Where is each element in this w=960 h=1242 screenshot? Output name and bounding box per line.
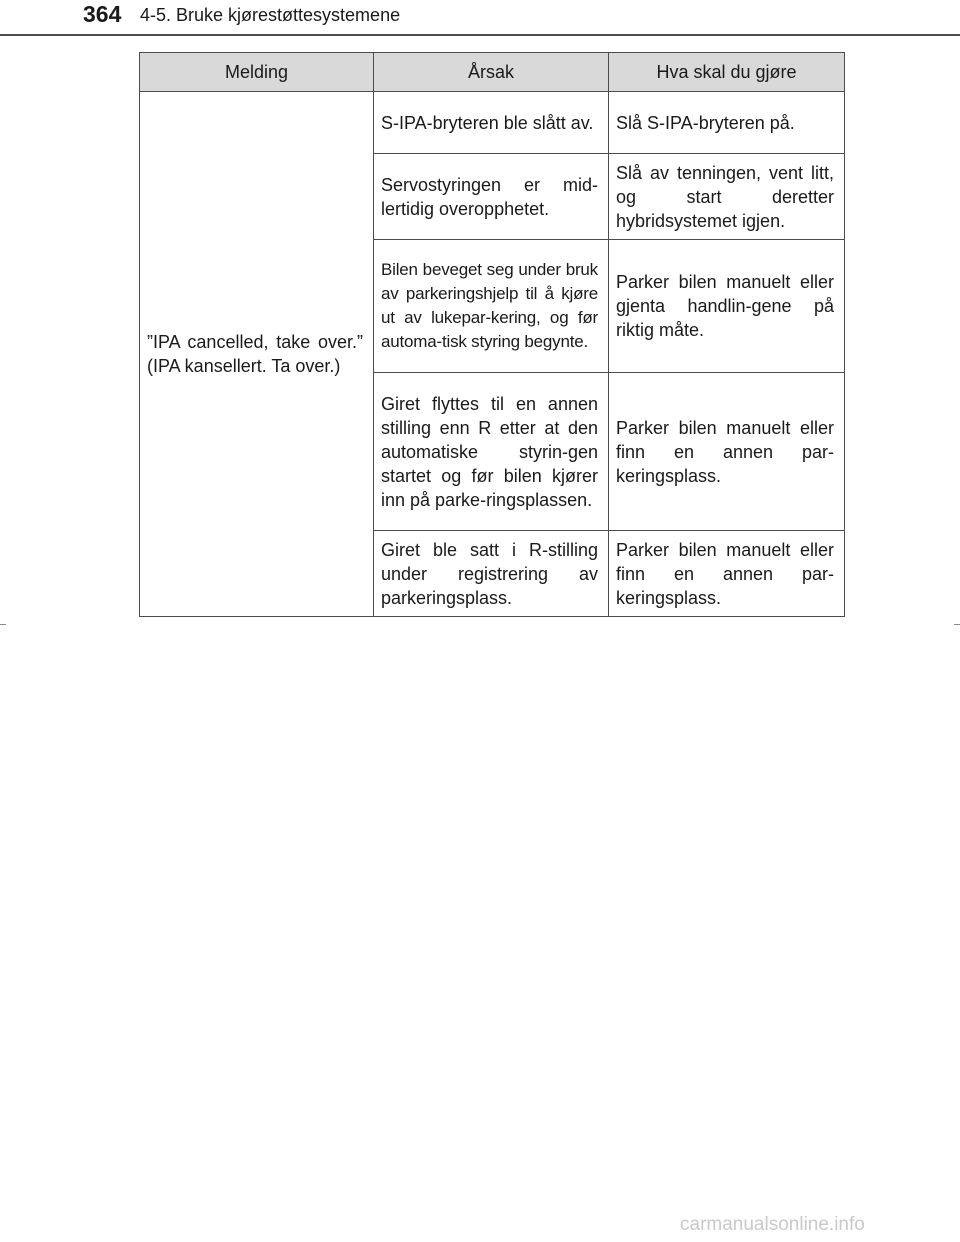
section-title: 4-5. Bruke kjørestøttesystemene: [140, 5, 401, 25]
action-cell: Parker bilen manuelt eller finn en annen par-keringsplass.: [609, 531, 845, 617]
cause-cell: Bilen beveget seg under bruk av parkeringshjelp til å kjøre ut av lukepar-kering, og før automa-tisk styring begynte.: [374, 240, 609, 373]
table-header-row: [140, 53, 845, 92]
column-header-action: Hva skal du gjøre: [609, 53, 845, 92]
column-header-cause: Årsak: [374, 53, 609, 92]
cause-cell: S-IPA-bryteren ble slått av.: [374, 92, 609, 154]
action-cell: Slå av tenningen, vent litt, og start deretter hybridsystemet igjen.: [609, 154, 845, 240]
cause-cell: Giret flyttes til en annen stilling enn R etter at den automatiske styrin-gen startet og før bilen kjører inn på parke-ringsplassen.: [374, 373, 609, 531]
page-number: 364: [83, 1, 122, 27]
watermark: carmanualsonline.info: [680, 1214, 865, 1235]
message-cell: ”IPA cancelled, take over.” (IPA kansellert. Ta over.): [140, 92, 374, 617]
header-divider: [0, 34, 960, 36]
action-cell: Parker bilen manuelt eller finn en annen par-keringsplass.: [609, 373, 845, 531]
crop-mark-right: [954, 624, 960, 625]
action-cell: Slå S-IPA-bryteren på.: [609, 92, 845, 154]
cause-cell: Giret ble satt i R-stilling under registrering av parkeringsplass.: [374, 531, 609, 617]
table-row: [140, 92, 845, 154]
crop-mark-left: [0, 624, 6, 625]
message-table: [139, 52, 845, 617]
action-cell: Parker bilen manuelt eller gjenta handlin-gene på riktig måte.: [609, 240, 845, 373]
column-header-message: Melding: [140, 53, 374, 92]
cause-cell: Servostyringen er mid-lertidig overopphetet.: [374, 154, 609, 240]
